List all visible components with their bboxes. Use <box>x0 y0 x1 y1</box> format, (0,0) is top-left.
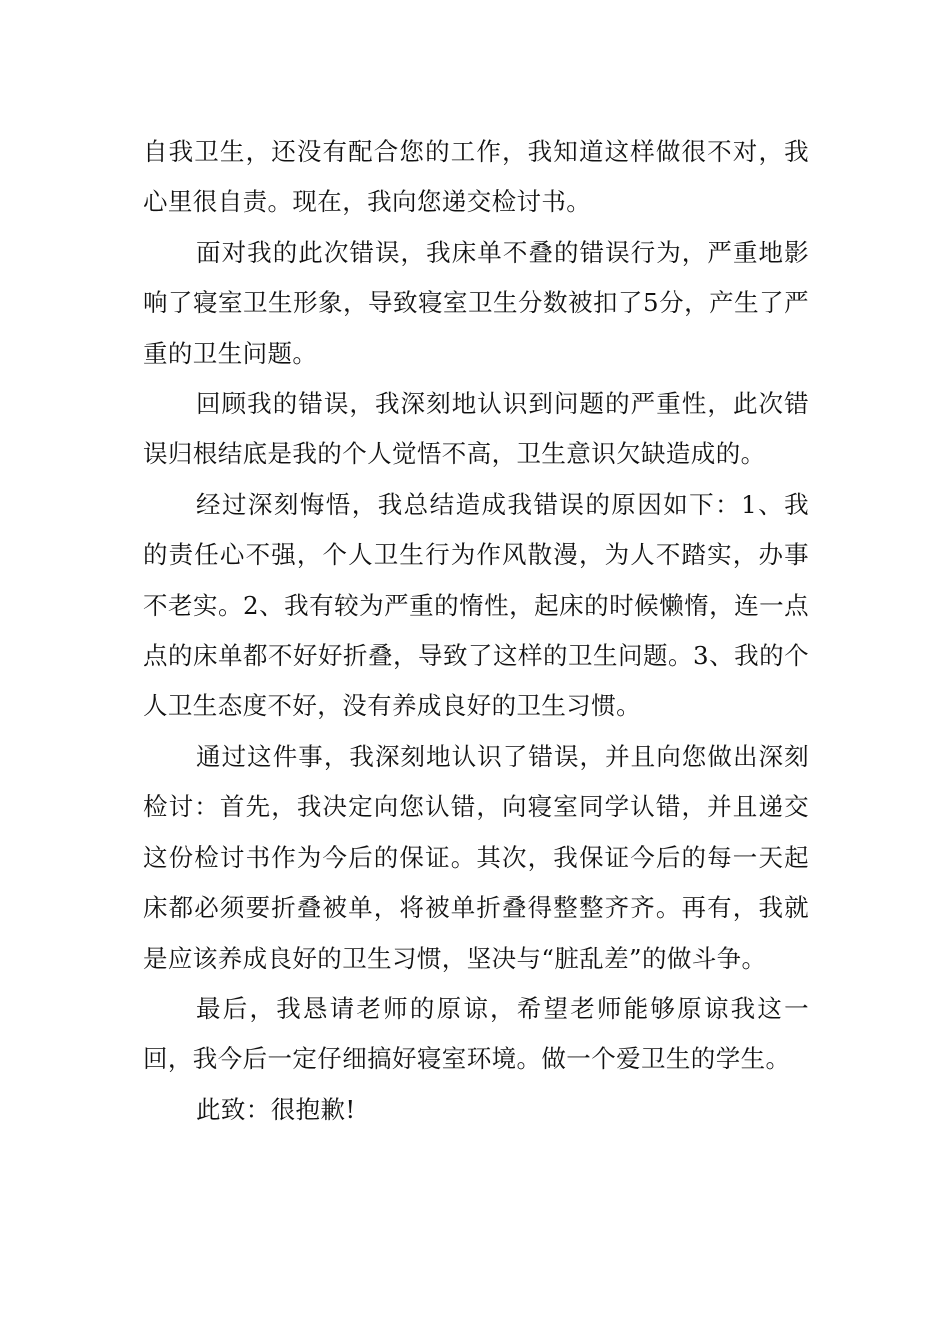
closing-line: 此致：很抱歉! <box>196 1094 356 1124</box>
paragraph-commitments: 通过这件事，我深刻地认识了错误，并且向您做出深刻检讨：首先，我决定向您认错，向寝室同学认错，并且递交这份检讨书作为今后的保证。其次，我保证今后的每一天起床都必须要折叠被单，将被单折叠得整整齐齐。再有，我就是应该养成良好的卫生习惯，坚决与“脏乱差”的做斗争。 <box>143 741 809 973</box>
paragraph-apology: 最后，我恳请老师的原谅，希望老师能够原谅我这一回，我今后一定仔细搞好寝室环境。做一个爱卫生的学生。 <box>143 993 809 1074</box>
document-body <box>143 127 809 1135</box>
paragraph-reflection: 回顾我的错误，我深刻地认识到问题的严重性，此次错误归根结底是我的个人觉悟不高，卫生意识欠缺造成的。 <box>143 389 809 469</box>
paragraph-continuation: 自我卫生，还没有配合您的工作，我知道这样做很不对，我心里很自责。现在，我向您递交检讨书。 <box>143 137 809 217</box>
paragraph-causes: 经过深刻悔悟，我总结造成我错误的原因如下：1、我的责任心不强，个人卫生行为作风散漫，为人不踏实，办事不老实。2、我有较为严重的惰性，起床的时候懒惰，连一点点的床单都不好好折叠，导致了这样的卫生问题。3、我的个人卫生态度不好，没有养成良好的卫生习惯。 <box>143 489 809 721</box>
paragraph-impact: 面对我的此次错误，我床单不叠的错误行为，严重地影响了寝室卫生形象，导致寝室卫生分数被扣了5分，产生了严重的卫生问题。 <box>143 237 809 368</box>
